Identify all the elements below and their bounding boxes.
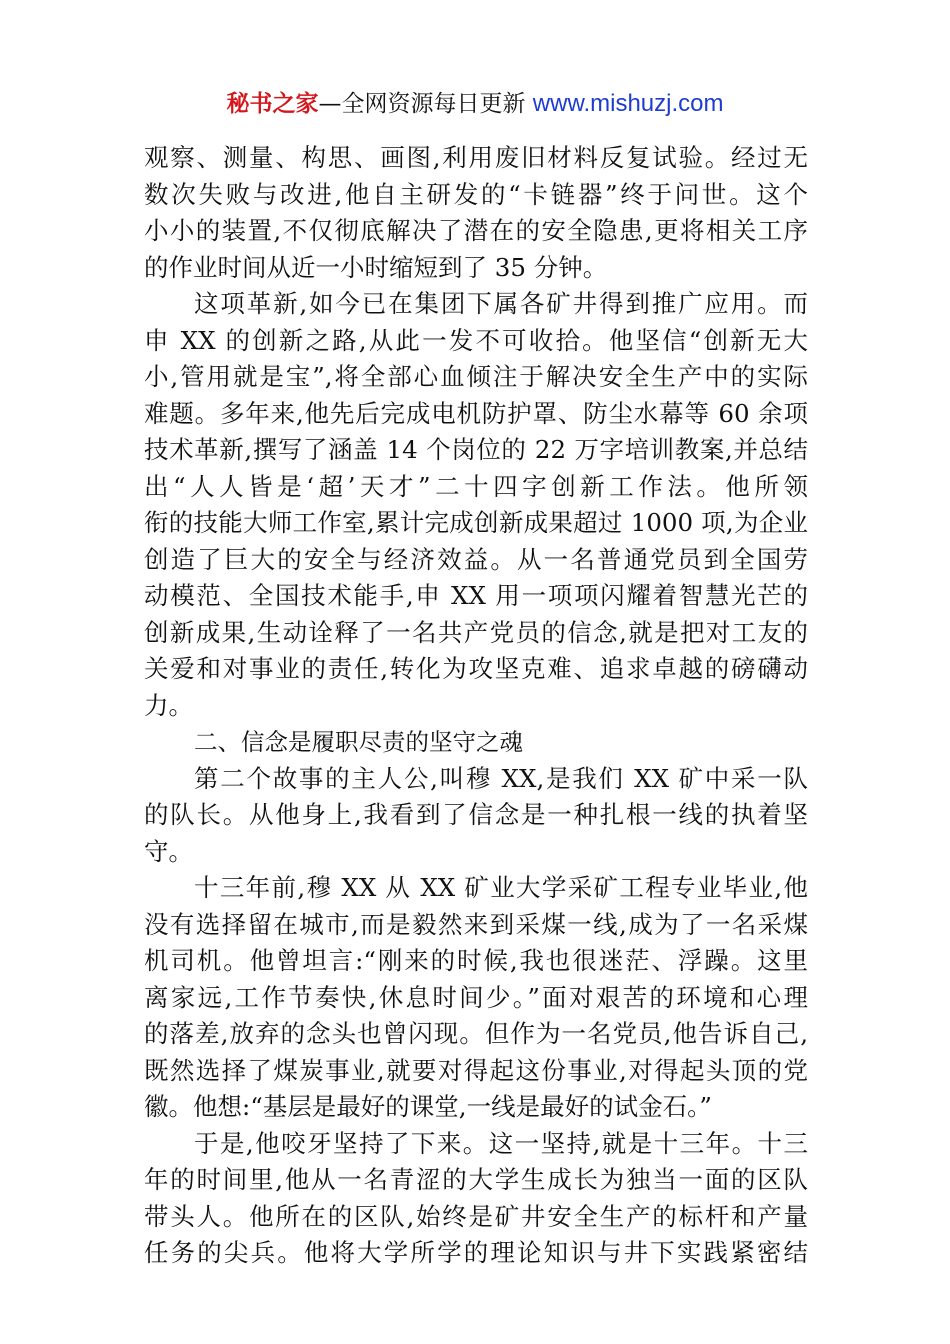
text-line: 徽。他想:“基层是最好的课堂,一线是最好的试金石。” [144, 1092, 712, 1121]
text-line: 既然选择了煤炭事业,就要对得起这份事业,对得起头顶的党 [144, 1055, 808, 1085]
text-line: 创新成果,生动诠释了一名共产党员的信念,就是把对工友的 [144, 617, 808, 647]
text-line: 申 XX 的创新之路,从此一发不可收拾。他坚信“创新无大 [144, 325, 808, 355]
header-url-link[interactable]: www.mishuzj.com [532, 90, 724, 117]
text-line: 第二个故事的主人公,叫穆 XX,是我们 XX 矿中采一队 [194, 763, 808, 793]
text-line: 衔的技能大师工作室,累计完成创新成果超过 1000 项,为企业 [144, 508, 808, 537]
text-line: 小,管用就是宝”,将全部心血倾注于解决安全生产中的实际 [144, 362, 808, 391]
header-tagline: —全网资源每日更新 [318, 91, 526, 117]
page-header [0, 88, 950, 120]
text-line: 离家远,工作节奏快,休息时间少。”面对艰苦的环境和心理 [144, 982, 808, 1012]
text-line: 带头人。他所在的区队,始终是矿井安全生产的标杆和产量 [144, 1201, 808, 1231]
text-line: 小小的装置,不仅彻底解决了潜在的安全隐患,更将相关工序 [144, 216, 808, 245]
document-body [144, 140, 808, 1272]
text-line: 十三年前,穆 XX 从 XX 矿业大学采矿工程专业毕业,他 [194, 873, 808, 902]
text-line: 技术革新,撰写了涵盖 14 个岗位的 22 万字培训教案,并总结 [144, 435, 808, 464]
text-line: 这项革新,如今已在集团下属各矿井得到推广应用。而 [194, 289, 808, 318]
text-line: 没有选择留在城市,而是毅然来到采煤一线,成为了一名采煤 [144, 909, 808, 939]
text-line: 任务的尖兵。他将大学所学的理论知识与井下实践紧密结 [144, 1238, 808, 1267]
text-line: 观察、测量、构思、画图,利用废旧材料反复试验。经过无 [144, 143, 808, 172]
text-line: 机司机。他曾坦言:“刚来的时候,我也很迷茫、浮躁。这里 [144, 946, 808, 975]
brand-name: 秘书之家 [226, 91, 319, 117]
text-line: 于是,他咬牙坚持了下来。这一坚持,就是十三年。十三 [194, 1128, 808, 1158]
text-line: 关爱和对事业的责任,转化为攻坚克难、追求卓越的磅礴动 [144, 654, 808, 683]
text-line: 数次失败与改进,他自主研发的“卡链器”终于问世。这个 [144, 179, 808, 209]
text-line: 力。 [144, 690, 193, 720]
text-line: 的作业时间从近一小时缩短到了 35 分钟。 [144, 252, 608, 282]
section-heading: 二、信念是履职尽责的坚守之魂 [194, 728, 523, 756]
text-line: 守。 [144, 836, 193, 866]
text-line: 的队长。从他身上,我看到了信念是一种扎根一线的执着坚 [144, 800, 808, 829]
text-line: 出“人人皆是‘超’天才”二十四字创新工作法。他所领 [144, 471, 808, 501]
text-line: 创造了巨大的安全与经济效益。从一名普通党员到全国劳 [144, 544, 808, 574]
text-line: 动模范、全国技术能手,申 XX 用一项项闪耀着智慧光芒的 [144, 581, 808, 610]
text-line: 的落差,放弃的念头也曾闪现。但作为一名党员,他告诉自己, [144, 1019, 808, 1048]
text-line: 年的时间里,他从一名青涩的大学生成长为独当一面的区队 [144, 1165, 808, 1194]
text-line: 难题。多年来,他先后完成电机防护罩、防尘水幕等 60 余项 [144, 398, 808, 428]
